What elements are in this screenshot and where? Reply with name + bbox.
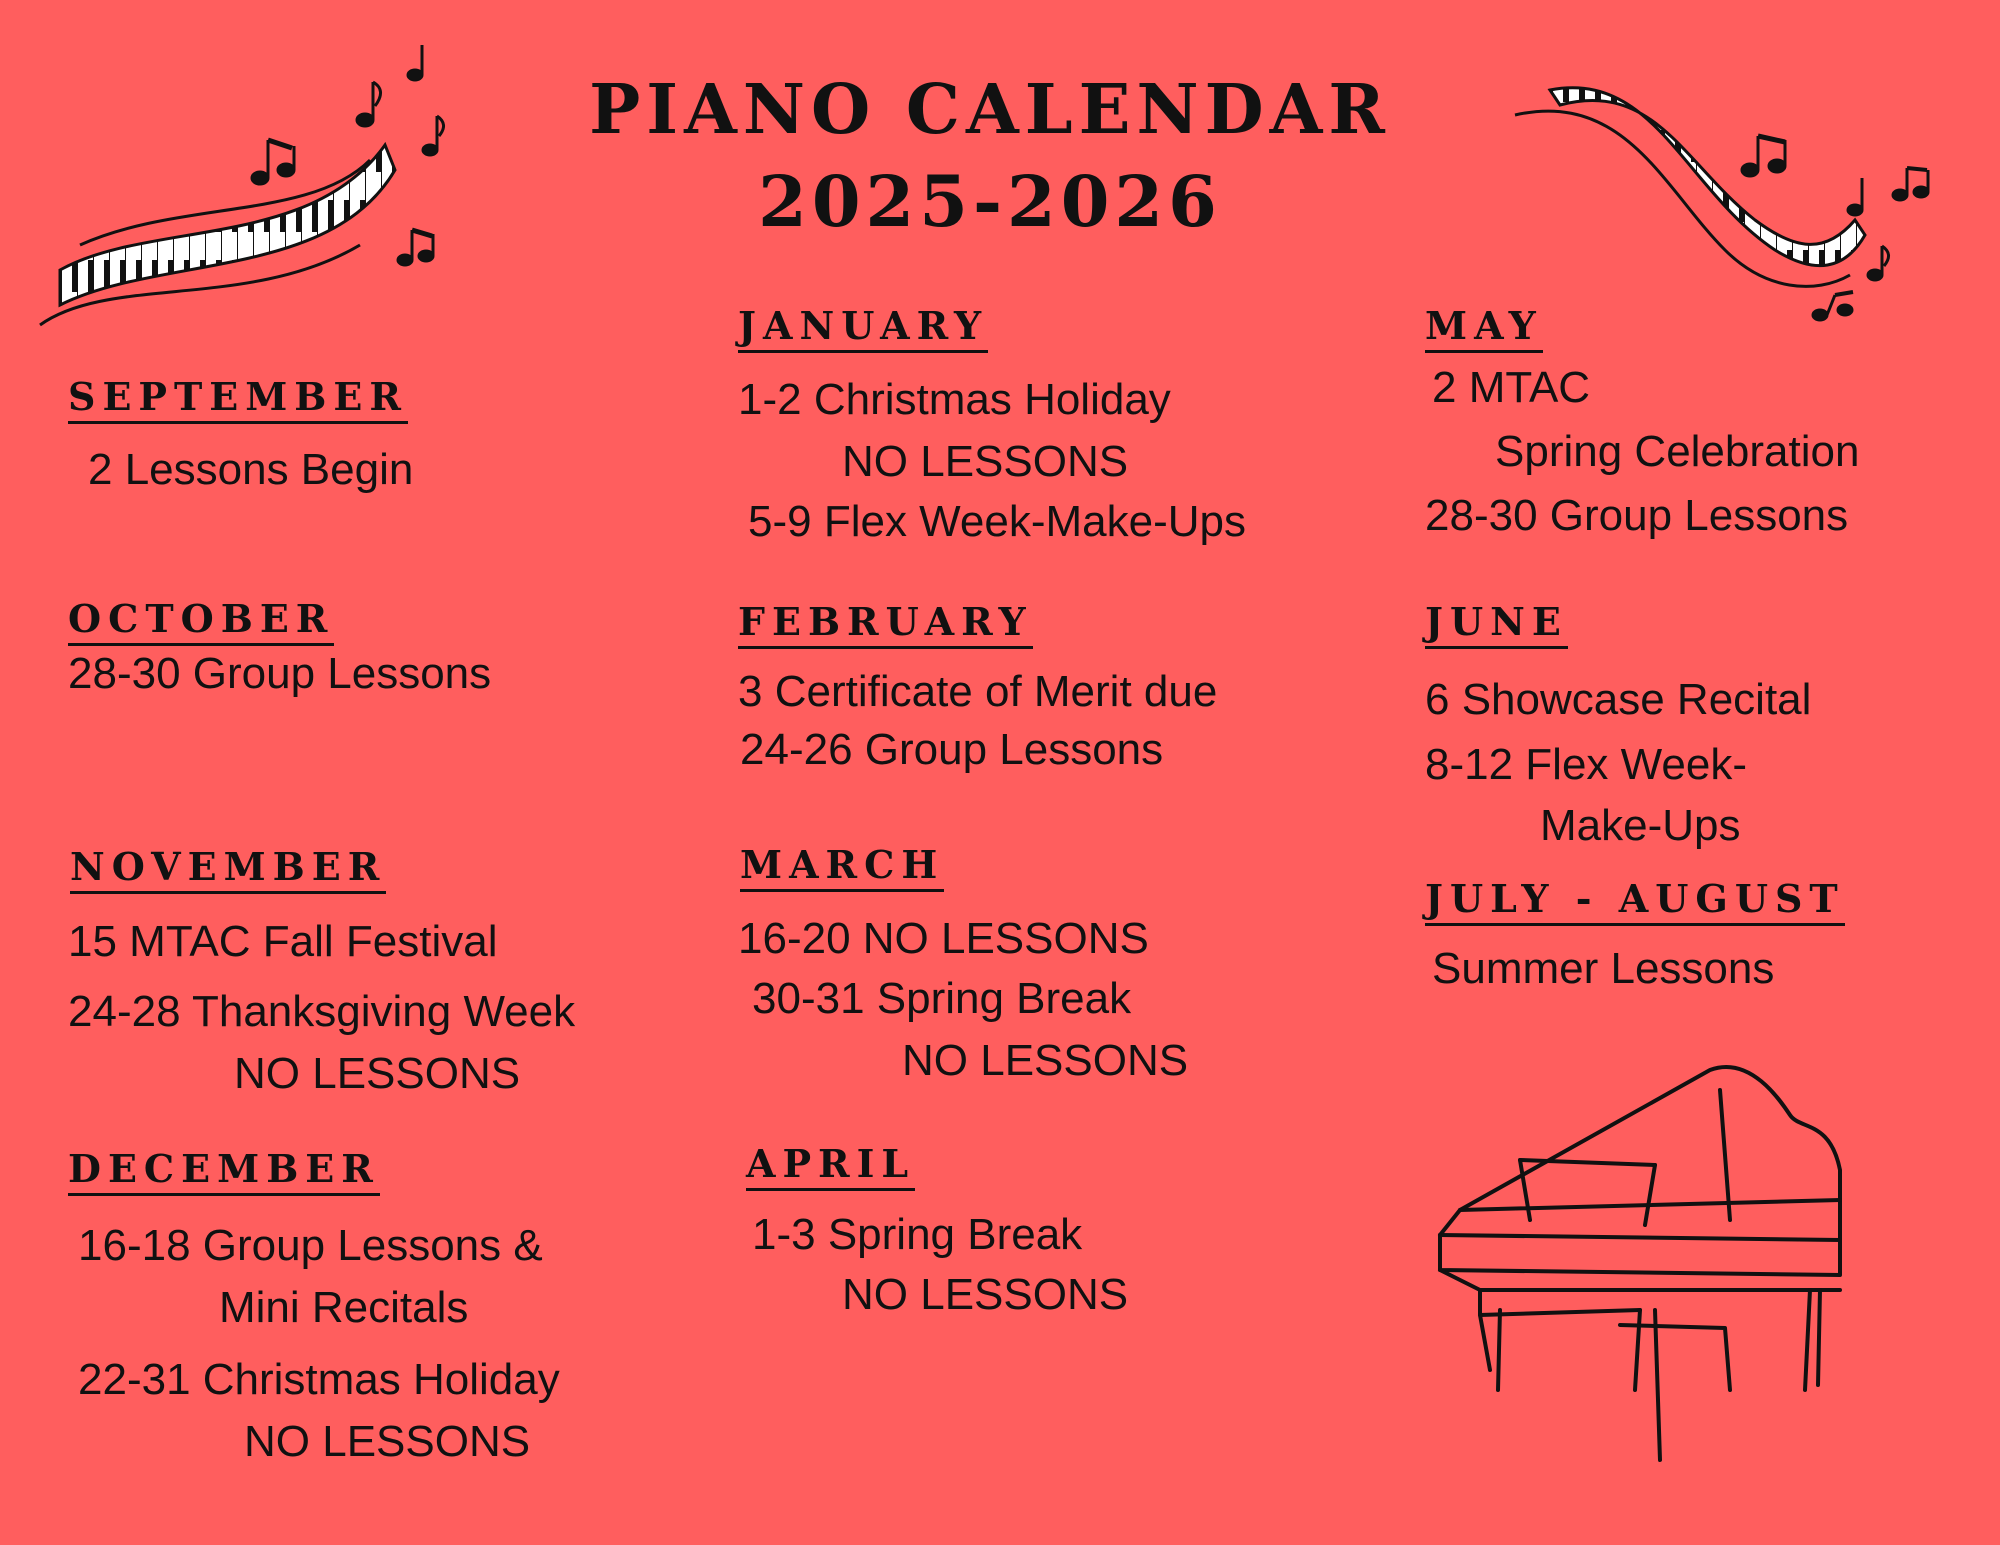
event-line: Summer Lessons [1432,944,1775,993]
month-heading-september: SEPTEMBER [68,375,408,424]
month-heading-july-august: JULY - AUGUST [1425,877,1845,926]
event-line: NO LESSONS [244,1417,531,1466]
event-line: NO LESSONS [234,1049,521,1098]
event-line: 5-9 Flex Week-Make-Ups [748,497,1246,546]
piano-keys-wave-icon [1505,70,1945,340]
event-line: 6 Showcase Recital [1425,675,1812,724]
event-line: NO LESSONS [842,437,1129,486]
event-line: 2 Lessons Begin [88,445,414,494]
event-line: 28-30 Group Lessons [1425,491,1849,540]
event-line: 2 MTAC [1432,363,1591,412]
event-line: Spring Celebration [1495,427,1860,476]
event-line: 3 Certificate of Merit due [738,667,1218,716]
month-heading-april: APRIL [746,1142,915,1191]
event-line: 15 MTAC Fall Festival [68,917,498,966]
piano-keys-wave-icon [30,20,450,340]
month-heading-february: FEBRUARY [738,600,1033,649]
month-heading-june: JUNE [1425,600,1568,649]
event-line: 16-18 Group Lessons & [78,1221,543,1270]
page-subtitle-year: 2025-2026 [758,160,1222,243]
event-line: 22-31 Christmas Holiday [78,1355,560,1404]
event-line: Make-Ups [1540,801,1741,850]
event-line: 16-20 NO LESSONS [738,914,1149,963]
month-heading-may: MAY [1425,304,1543,353]
event-line: 1-3 Spring Break [752,1210,1083,1259]
month-heading-january: JANUARY [738,304,988,353]
event-line: 30-31 Spring Break [752,974,1132,1023]
grand-piano-icon [1420,1060,1850,1480]
event-line: 1-2 Christmas Holiday [738,375,1171,424]
month-heading-november: NOVEMBER [70,845,386,894]
event-line: Mini Recitals [219,1283,469,1332]
event-line: 28-30 Group Lessons [68,649,492,698]
page-title: PIANO CALENDAR [589,70,1391,150]
month-heading-october: OCTOBER [68,597,334,646]
event-line: NO LESSONS [902,1036,1189,1085]
event-line: 24-26 Group Lessons [740,725,1164,774]
event-line: NO LESSONS [842,1270,1129,1319]
event-line: 8-12 Flex Week- [1425,740,1747,789]
month-heading-december: DECEMBER [68,1147,380,1196]
event-line: 24-28 Thanksgiving Week [68,987,576,1036]
month-heading-march: MARCH [740,843,944,892]
